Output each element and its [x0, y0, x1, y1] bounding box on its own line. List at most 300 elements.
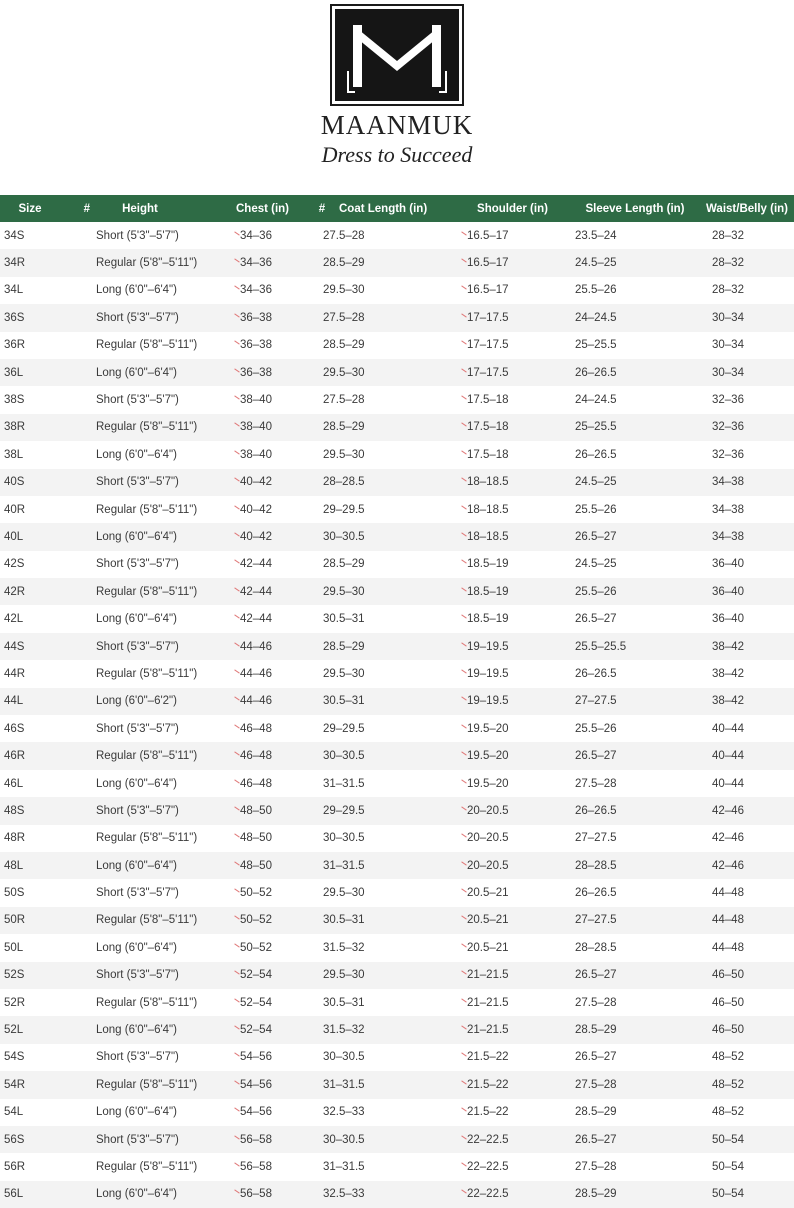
waist-belly-cell-text: 32–36 [712, 394, 744, 407]
shoulder-cell-text: 19–19.5 [467, 667, 509, 680]
table-row [0, 441, 794, 468]
height-cell [90, 934, 220, 961]
shoulder-cell-text: 17.5–18 [467, 421, 509, 434]
sleeve-length-cell [570, 386, 700, 413]
chest-cell [220, 414, 305, 441]
table-header-row [0, 195, 794, 222]
sleeve-length-cell-text: 25.5–25.5 [575, 640, 627, 653]
waist-belly-cell-text: 50–54 [712, 1188, 744, 1201]
coat-length-cell-text: 29–29.5 [323, 804, 365, 817]
size-cell [0, 332, 90, 359]
chest-cell-text: 50–52 [240, 887, 272, 900]
size-cell-text: 52L [4, 1024, 24, 1037]
sleeve-length-cell-text: 28.5–29 [575, 1106, 617, 1119]
coat-length-cell-text: 30–30.5 [323, 1051, 365, 1064]
waist-belly-cell [700, 1071, 794, 1098]
waist-belly-cell [700, 414, 794, 441]
chest-cell [220, 277, 305, 304]
sleeve-length-cell [570, 496, 700, 523]
waist-belly-cell-text: 44–48 [712, 941, 744, 954]
waist-belly-cell [700, 277, 794, 304]
sleeve-length-cell-text: 28.5–29 [575, 1188, 617, 1201]
coat-length-cell-text: 28.5–29 [323, 640, 365, 653]
height-cell [90, 1181, 220, 1208]
sleeve-length-cell [570, 825, 700, 852]
height-cell-text: Regular (5'8"–5'11") [96, 1078, 198, 1091]
coat-length-cell [305, 496, 455, 523]
chest-cell-text: 46–48 [240, 750, 272, 763]
sleeve-length-cell [570, 1126, 700, 1153]
chest-cell-text: 52–54 [240, 996, 272, 1009]
chest-cell-text: 46–48 [240, 777, 272, 790]
chest-cell [220, 715, 305, 742]
waist-belly-cell-text: 36–40 [712, 585, 744, 598]
waist-belly-cell-text: 48–52 [712, 1051, 744, 1064]
coat-length-cell [305, 469, 455, 496]
size-cell [0, 1126, 90, 1153]
size-cell-text: 36S [4, 311, 25, 324]
size-cell-text: 48L [4, 859, 24, 872]
waist-belly-cell-text: 34–38 [712, 503, 744, 516]
size-cell [0, 551, 90, 578]
size-cell [0, 441, 90, 468]
table-row [0, 578, 794, 605]
shoulder-cell [455, 907, 570, 934]
shoulder-cell [455, 441, 570, 468]
size-cell-text: 34S [4, 229, 25, 242]
table-row [0, 660, 794, 687]
shoulder-cell-text: 17.5–18 [467, 394, 509, 407]
shoulder-cell [455, 1071, 570, 1098]
sleeve-length-cell [570, 277, 700, 304]
size-cell-text: 44L [4, 695, 24, 708]
shoulder-cell-text: 17.5–18 [467, 448, 509, 461]
brand-name: MAANMUK [320, 110, 474, 140]
height-cell [90, 1153, 220, 1180]
size-cell [0, 1153, 90, 1180]
size-cell-text: 50S [4, 887, 25, 900]
height-cell-text: Long (6'0"–6'4") [96, 366, 177, 379]
height-cell [90, 332, 220, 359]
shoulder-cell-text: 17–17.5 [467, 366, 509, 379]
height-cell-text: Short (5'3"–5'7") [96, 1051, 179, 1064]
coat-length-cell [305, 249, 455, 276]
sleeve-length-cell [570, 1071, 700, 1098]
size-cell [0, 934, 90, 961]
sleeve-length-cell-text: 27.5–28 [575, 1160, 617, 1173]
table-row [0, 551, 794, 578]
brand-tagline: Dress to Succeed [321, 142, 473, 167]
table-row [0, 989, 794, 1016]
chest-cell-text: 44–46 [240, 667, 272, 680]
chest-cell [220, 770, 305, 797]
size-cell [0, 496, 90, 523]
height-cell [90, 578, 220, 605]
sleeve-length-cell [570, 1153, 700, 1180]
chest-cell-text: 36–38 [240, 366, 272, 379]
waist-belly-cell-text: 50–54 [712, 1133, 744, 1146]
size-cell-text: 50L [4, 941, 24, 954]
chest-cell [220, 441, 305, 468]
size-cell [0, 660, 90, 687]
shoulder-column-header: Shoulder (in) [455, 195, 570, 222]
size-cell [0, 797, 90, 824]
height-cell [90, 551, 220, 578]
size-cell-text: 56R [4, 1160, 26, 1173]
size-cell [0, 1016, 90, 1043]
waist-belly-cell [700, 359, 794, 386]
coat-length-cell-text: 31–31.5 [323, 859, 365, 872]
coat-length-cell-text: 30.5–31 [323, 914, 365, 927]
height-cell-text: Long (6'0"–6'4") [96, 530, 177, 543]
sleeve-length-cell [570, 742, 700, 769]
waist-belly-cell [700, 551, 794, 578]
waist-belly-cell [700, 934, 794, 961]
chest-cell [220, 1071, 305, 1098]
size-cell [0, 304, 90, 331]
coat-length-cell-text: 30–30.5 [323, 750, 365, 763]
chest-cell-text: 42–44 [240, 613, 272, 626]
height-cell [90, 770, 220, 797]
waist-belly-cell-text: 28–32 [712, 284, 744, 297]
height-cell [90, 742, 220, 769]
waist-belly-cell-text: 38–42 [712, 667, 744, 680]
waist-belly-cell-text: 46–50 [712, 996, 744, 1009]
coat-length-cell-text: 31.5–32 [323, 941, 365, 954]
height-cell-text: Regular (5'8"–5'11") [96, 421, 198, 434]
table-row [0, 359, 794, 386]
shoulder-cell [455, 852, 570, 879]
height-cell [90, 825, 220, 852]
size-cell [0, 852, 90, 879]
chest-cell-text: 42–44 [240, 558, 272, 571]
shoulder-cell [455, 578, 570, 605]
size-cell [0, 249, 90, 276]
shoulder-cell-text: 16.5–17 [467, 229, 509, 242]
shoulder-cell [455, 715, 570, 742]
sleeve-length-cell [570, 1044, 700, 1071]
coat-length-cell-text: 31–31.5 [323, 1160, 365, 1173]
coat-length-cell [305, 523, 455, 550]
height-cell-text: Regular (5'8"–5'11") [96, 339, 198, 352]
coat-length-cell-text: 29.5–30 [323, 887, 365, 900]
waist-belly-cell-text: 48–52 [712, 1078, 744, 1091]
shoulder-cell [455, 1044, 570, 1071]
height-cell-text: Long (6'0"–6'4") [96, 777, 177, 790]
shoulder-cell [455, 770, 570, 797]
height-cell-text: Regular (5'8"–5'11") [96, 832, 198, 845]
waist-belly-cell [700, 304, 794, 331]
height-cell-text: Regular (5'8"–5'11") [96, 503, 198, 516]
coat-length-cell-text: 29.5–30 [323, 969, 365, 982]
chest-cell [220, 688, 305, 715]
size-cell-text: 56S [4, 1133, 25, 1146]
sleeve-length-cell [570, 1016, 700, 1043]
sleeve-length-cell [570, 934, 700, 961]
height-cell [90, 386, 220, 413]
waist-belly-cell [700, 441, 794, 468]
shoulder-cell-text: 21.5–22 [467, 1051, 509, 1064]
shoulder-cell-text: 20–20.5 [467, 832, 509, 845]
waist-belly-cell-text: 38–42 [712, 695, 744, 708]
chest-cell [220, 989, 305, 1016]
coat-length-cell [305, 934, 455, 961]
height-cell-text: Long (6'0"–6'4") [96, 1106, 177, 1119]
chest-cell [220, 496, 305, 523]
table-row [0, 962, 794, 989]
size-cell-text: 38S [4, 394, 25, 407]
chest-cell [220, 523, 305, 550]
sleeve-length-cell-text: 28–28.5 [575, 941, 617, 954]
size-cell [0, 386, 90, 413]
waist-belly-cell-text: 46–50 [712, 1024, 744, 1037]
height-cell-text: Long (6'0"–6'4") [96, 284, 177, 297]
height-cell [90, 962, 220, 989]
table-row [0, 496, 794, 523]
shoulder-cell-text: 22–22.5 [467, 1133, 509, 1146]
height-cell-text: Regular (5'8"–5'11") [96, 585, 198, 598]
size-cell-text: 54R [4, 1078, 26, 1091]
height-cell-text: Long (6'0"–6'4") [96, 613, 177, 626]
coat-length-cell-text: 32.5–33 [323, 1188, 365, 1201]
chest-cell-text: 48–50 [240, 832, 272, 845]
table-row [0, 1016, 794, 1043]
coat-length-cell [305, 304, 455, 331]
height-cell [90, 1099, 220, 1126]
chest-cell-text: 42–44 [240, 585, 272, 598]
height-cell-text: Long (6'0"–6'2") [96, 695, 177, 708]
shoulder-cell-text: 21–21.5 [467, 996, 509, 1009]
chest-cell [220, 359, 305, 386]
height-cell [90, 441, 220, 468]
waist-belly-cell [700, 852, 794, 879]
waist-belly-cell-text: 50–54 [712, 1160, 744, 1173]
waist-belly-cell-text: 38–42 [712, 640, 744, 653]
coat-length-cell-text: 29–29.5 [323, 503, 365, 516]
chest-cell-text: 54–56 [240, 1078, 272, 1091]
table-row [0, 605, 794, 632]
shoulder-cell-text: 18.5–19 [467, 613, 509, 626]
size-cell-text: 48S [4, 804, 25, 817]
sleeve-length-cell-text: 28–28.5 [575, 859, 617, 872]
coat-length-cell [305, 825, 455, 852]
waist-belly-cell [700, 1153, 794, 1180]
sleeve-length-cell [570, 1181, 700, 1208]
size-cell-text: 36R [4, 339, 26, 352]
sleeve-length-cell [570, 304, 700, 331]
sleeve-length-cell [570, 359, 700, 386]
chest-cell-text: 34–36 [240, 257, 272, 270]
size-cell [0, 1181, 90, 1208]
coat-length-cell [305, 1153, 455, 1180]
chest-cell [220, 386, 305, 413]
size-cell-text: 38L [4, 448, 24, 461]
chest-cell-text: 34–36 [240, 284, 272, 297]
sleeve-length-cell [570, 797, 700, 824]
waist-belly-cell [700, 770, 794, 797]
shoulder-cell-text: 16.5–17 [467, 257, 509, 270]
height-cell [90, 1044, 220, 1071]
coat-length-cell-text: 28–28.5 [323, 476, 365, 489]
coat-length-cell [305, 989, 455, 1016]
coat-length-cell-text: 31.5–32 [323, 1024, 365, 1037]
chest-cell-text: 40–42 [240, 530, 272, 543]
shoulder-cell [455, 277, 570, 304]
height-cell-text: Short (5'3"–5'7") [96, 804, 179, 817]
chest-cell [220, 1126, 305, 1153]
table-row [0, 222, 794, 249]
waist-belly-cell [700, 605, 794, 632]
size-cell [0, 469, 90, 496]
sleeve-length-cell [570, 660, 700, 687]
coat-length-cell [305, 332, 455, 359]
chest-cell [220, 222, 305, 249]
coat-length-cell [305, 633, 455, 660]
chest-cell-text: 34–36 [240, 229, 272, 242]
waist-belly-cell-text: 44–48 [712, 914, 744, 927]
shoulder-cell [455, 523, 570, 550]
sleeve-length-cell-text: 27–27.5 [575, 832, 617, 845]
shoulder-cell [455, 469, 570, 496]
waist-belly-cell [700, 1126, 794, 1153]
sleeve-length-cell-text: 25.5–26 [575, 503, 617, 516]
table-row [0, 332, 794, 359]
shoulder-cell-text: 20.5–21 [467, 887, 509, 900]
height-cell [90, 359, 220, 386]
waist-belly-cell-text: 30–34 [712, 339, 744, 352]
sleeve-length-cell [570, 523, 700, 550]
coat-length-cell [305, 1071, 455, 1098]
height-cell [90, 633, 220, 660]
sleeve-length-cell-text: 24.5–25 [575, 257, 617, 270]
sleeve-length-cell-text: 25.5–26 [575, 722, 617, 735]
chest-cell [220, 742, 305, 769]
sleeve-length-cell-text: 26–26.5 [575, 366, 617, 379]
m-letter-logo-icon [330, 4, 464, 106]
waist-belly-cell [700, 386, 794, 413]
waist-belly-cell [700, 332, 794, 359]
chest-cell [220, 1044, 305, 1071]
waist-belly-cell [700, 578, 794, 605]
chest-cell [220, 469, 305, 496]
waist-belly-cell-text: 48–52 [712, 1106, 744, 1119]
size-chart-table [0, 195, 794, 1208]
waist-belly-cell-text: 40–44 [712, 722, 744, 735]
table-row [0, 715, 794, 742]
coat-length-cell-text: 27.5–28 [323, 229, 365, 242]
table-row [0, 1126, 794, 1153]
waist-belly-cell [700, 249, 794, 276]
sleeve-length-cell-text: 26–26.5 [575, 667, 617, 680]
waist-belly-column-header: Waist/Belly (in) [700, 195, 794, 222]
chest-cell [220, 1153, 305, 1180]
size-cell [0, 907, 90, 934]
coat-length-cell-text: 27.5–28 [323, 311, 365, 324]
chest-cell-text: 52–54 [240, 1024, 272, 1037]
shoulder-cell-text: 17–17.5 [467, 339, 509, 352]
sleeve-length-cell-text: 25.5–26 [575, 585, 617, 598]
shoulder-cell [455, 797, 570, 824]
sleeve-length-cell [570, 852, 700, 879]
coat-length-cell [305, 962, 455, 989]
height-cell [90, 1126, 220, 1153]
height-cell-text: Long (6'0"–6'4") [96, 448, 177, 461]
coat-length-cell-text: 32.5–33 [323, 1106, 365, 1119]
chest-column-header: Chest (in) [220, 195, 305, 222]
chest-cell [220, 332, 305, 359]
coat-length-cell-text: 30.5–31 [323, 695, 365, 708]
height-cell-text: Short (5'3"–5'7") [96, 640, 179, 653]
sleeve-length-cell-text: 26.5–27 [575, 613, 617, 626]
shoulder-cell [455, 1099, 570, 1126]
sleeve-length-cell-text: 28.5–29 [575, 1024, 617, 1037]
sleeve-length-cell-text: 26.5–27 [575, 750, 617, 763]
waist-belly-cell [700, 222, 794, 249]
size-cell-text: 42R [4, 585, 26, 598]
chest-cell [220, 1181, 305, 1208]
size-cell [0, 523, 90, 550]
sleeve-length-cell [570, 469, 700, 496]
height-cell-text: Long (6'0"–6'4") [96, 1024, 177, 1037]
shoulder-cell-text: 17–17.5 [467, 311, 509, 324]
size-cell [0, 277, 90, 304]
height-cell-text: Long (6'0"–6'4") [96, 1188, 177, 1201]
size-cell-text: 34L [4, 284, 24, 297]
chest-cell-text: 48–50 [240, 859, 272, 872]
waist-belly-cell-text: 28–32 [712, 229, 744, 242]
chest-cell [220, 934, 305, 961]
size-cell [0, 578, 90, 605]
size-cell [0, 1099, 90, 1126]
size-cell-text: 44S [4, 640, 25, 653]
shoulder-cell [455, 1126, 570, 1153]
height-cell-text: Long (6'0"–6'4") [96, 941, 177, 954]
table-row [0, 523, 794, 550]
height-cell [90, 715, 220, 742]
waist-belly-cell-text: 34–38 [712, 530, 744, 543]
sleeve-length-cell [570, 715, 700, 742]
waist-belly-cell [700, 469, 794, 496]
height-cell [90, 852, 220, 879]
height-cell-text: Regular (5'8"–5'11") [96, 1160, 198, 1173]
table-row [0, 797, 794, 824]
chest-cell-text: 40–42 [240, 476, 272, 489]
coat-length-cell-text: 29–29.5 [323, 722, 365, 735]
waist-belly-cell [700, 879, 794, 906]
height-cell-text: Regular (5'8"–5'11") [96, 257, 198, 270]
table-row [0, 934, 794, 961]
height-cell [90, 1071, 220, 1098]
coat-length-cell [305, 386, 455, 413]
shoulder-cell-text: 22–22.5 [467, 1188, 509, 1201]
table-row [0, 688, 794, 715]
height-cell-text: Short (5'3"–5'7") [96, 1133, 179, 1146]
sleeve-length-cell [570, 222, 700, 249]
coat-length-cell-text: 30.5–31 [323, 996, 365, 1009]
waist-belly-cell-text: 30–34 [712, 366, 744, 379]
size-cell [0, 962, 90, 989]
sleeve-length-cell-text: 24.5–25 [575, 476, 617, 489]
chest-cell-text: 38–40 [240, 394, 272, 407]
shoulder-cell-text: 22–22.5 [467, 1160, 509, 1173]
sleeve-length-cell-text: 27.5–28 [575, 996, 617, 1009]
sleeve-length-cell-text: 26–26.5 [575, 804, 617, 817]
chest-cell-text: 44–46 [240, 695, 272, 708]
table-row [0, 386, 794, 413]
shoulder-cell [455, 688, 570, 715]
coat-length-cell-text: 27.5–28 [323, 394, 365, 407]
sleeve-length-cell [570, 605, 700, 632]
